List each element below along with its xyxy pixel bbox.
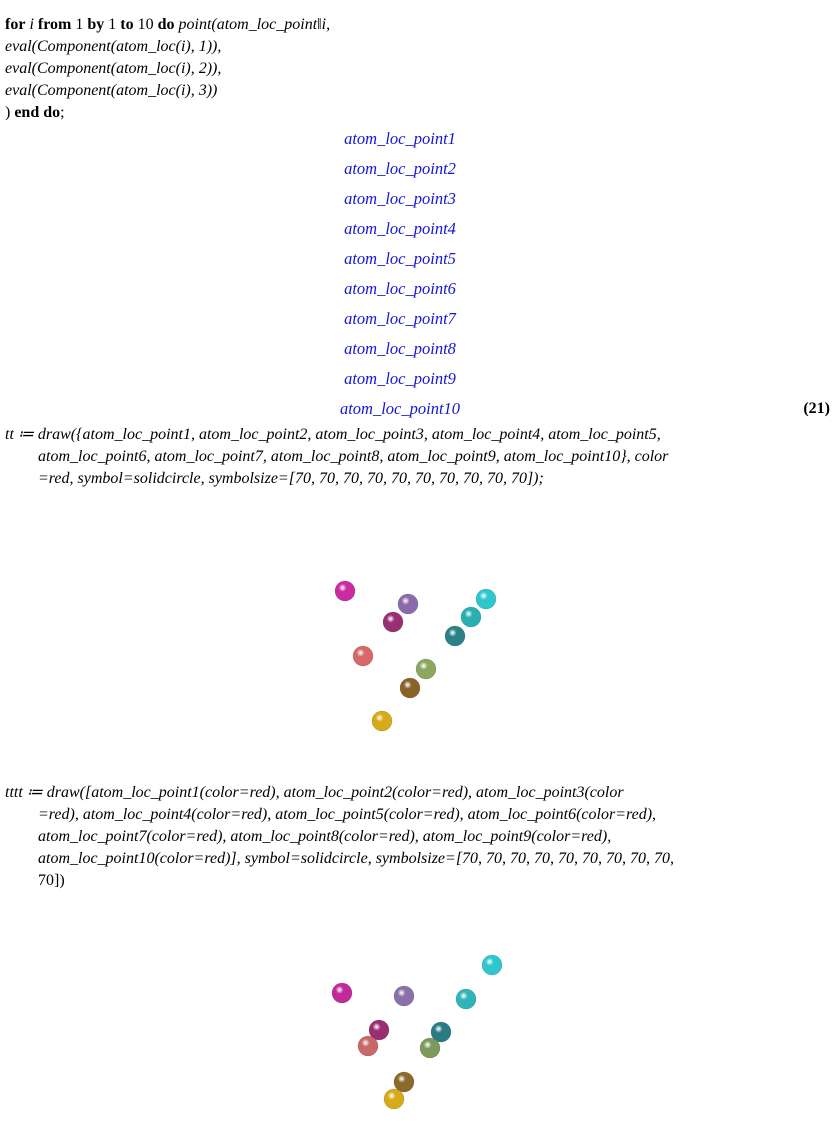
num-to: 10 (137, 16, 154, 33)
atom-sphere (476, 589, 496, 609)
output-line: atom_loc_point1 (344, 129, 456, 148)
code-line-2[interactable]: eval(Component(atom_loc(i), 1)), (5, 38, 222, 55)
keyword-for: for (5, 16, 26, 33)
plot-canvas (320, 575, 510, 735)
loop-var: i (29, 16, 34, 33)
atom-sphere (353, 646, 373, 666)
atom-sphere (372, 711, 392, 731)
code-line-tttt-1[interactable]: tttt ≔ draw([atom_loc_point1(color=red), atom_loc_point2(color=red), atom_loc_point3(color (5, 784, 624, 801)
output-line: atom_loc_point9 (344, 369, 456, 388)
atom-sphere (400, 678, 420, 698)
output-line: atom_loc_point2 (344, 159, 456, 178)
semicolon: ; (60, 104, 65, 121)
output-line: atom_loc_point6 (344, 279, 456, 298)
code-line-tt-2[interactable]: atom_loc_point6, atom_loc_point7, atom_loc_point8, atom_loc_point9, atom_loc_point10}, color (38, 448, 669, 465)
point-call: point(atom_loc_point‖i, (178, 16, 331, 33)
code-line-tttt-2[interactable]: =red), atom_loc_point4(color=red), atom_loc_point5(color=red), atom_loc_point6(color=red), (38, 806, 657, 823)
code-line-tt-1[interactable]: tt ≔ draw({atom_loc_point1, atom_loc_point2, atom_loc_point3, atom_loc_point4, atom_loc_point5, (5, 426, 661, 443)
plot-3d-tt[interactable] (320, 575, 510, 735)
atom-sphere (358, 1036, 378, 1056)
close-paren: ) (5, 104, 11, 121)
num-from: 1 (75, 16, 84, 33)
atom-sphere (416, 659, 436, 679)
atom-sphere (384, 1089, 404, 1109)
code-line-3[interactable]: eval(Component(atom_loc(i), 2)), (5, 60, 222, 77)
output-line: atom_loc_point3 (344, 189, 456, 208)
equation-number: (21) (803, 400, 830, 417)
atom-sphere (394, 986, 414, 1006)
code-line-tttt-5[interactable]: 70]) (38, 872, 65, 889)
atom-sphere (394, 1072, 414, 1092)
code-line-tttt-3[interactable]: atom_loc_point7(color=red), atom_loc_point8(color=red), atom_loc_point9(color=red), (38, 828, 612, 845)
atom-sphere (332, 983, 352, 1003)
code-line-1[interactable] (5, 14, 330, 36)
code-line-tttt-4[interactable]: atom_loc_point10(color=red)], symbol=solidcircle, symbolsize=[70, 70, 70, 70, 70, 70, 70, 70, 70, (38, 850, 675, 867)
num-by: 1 (108, 16, 117, 33)
atom-sphere (335, 581, 355, 601)
code-line-tt-3[interactable]: =red, symbol=solidcircle, symbolsize=[70, 70, 70, 70, 70, 70, 70, 70, 70, 70]); (38, 470, 544, 487)
atom-sphere (383, 612, 403, 632)
keyword-end-do: end do (14, 104, 61, 121)
output-line: atom_loc_point4 (344, 219, 456, 238)
output-line: atom_loc_point5 (344, 249, 456, 268)
atom-sphere (461, 607, 481, 627)
atom-sphere (456, 989, 476, 1009)
keyword-do: do (157, 16, 175, 33)
atom-sphere (420, 1038, 440, 1058)
plot-canvas (320, 945, 510, 1115)
atom-sphere (445, 626, 465, 646)
keyword-from: from (37, 16, 72, 33)
atom-sphere (398, 594, 418, 614)
atom-sphere (482, 955, 502, 975)
code-line-4[interactable]: eval(Component(atom_loc(i), 3)) (5, 82, 218, 99)
output-line: atom_loc_point10 (339, 399, 461, 418)
plot-3d-tttt[interactable] (320, 945, 510, 1115)
code-line-5[interactable] (5, 102, 65, 124)
output-line: atom_loc_point7 (344, 309, 456, 328)
keyword-by: by (87, 16, 105, 33)
output-line: atom_loc_point8 (344, 339, 456, 358)
keyword-to: to (120, 16, 134, 33)
